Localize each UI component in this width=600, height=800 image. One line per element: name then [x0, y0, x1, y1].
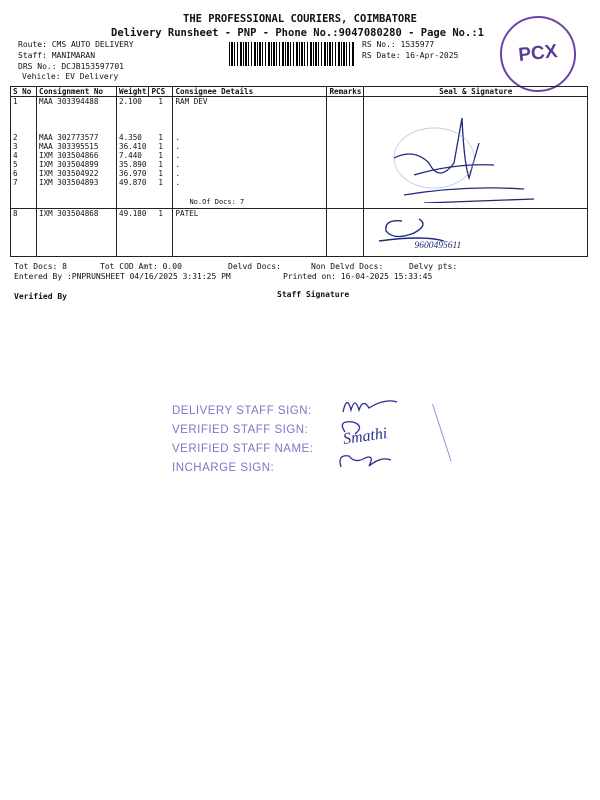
rs-number: RS No.: 1535977 [362, 40, 435, 49]
col-consignment: Consignment No [37, 87, 117, 97]
route-text: Route: CMS AUTO DELIVERY [18, 40, 134, 49]
runsheet-table [10, 86, 588, 257]
col-remarks: Remarks [327, 87, 364, 97]
handwritten-staff-name: Smathi [341, 424, 389, 449]
consignee-cell: RAM DEV . . . . . . No.Of Docs: 7 [173, 97, 327, 209]
consignment-cell: IXM 303504868 [37, 209, 117, 257]
vehicle-text: Vehicle: EV Delivery [22, 72, 119, 81]
delivered-docs: Delvd Docs: [228, 262, 281, 271]
consignment-cell: MAA 303394488 MAA 302773577 MAA 303395515 IXM 303504866 IXM 303504899 IXM 303504922 IXM 303504893 [37, 97, 117, 209]
sno-cell: 1 2 3 4 5 6 7 [11, 97, 37, 209]
seal-signature-cell [364, 97, 588, 209]
barcode [229, 42, 355, 66]
verified-staff-sign-label: VERIFIED STAFF SIGN: [172, 424, 309, 436]
table-header-row [11, 87, 588, 97]
staff-signature-label: Staff Signature [277, 290, 350, 299]
staff-text: Staff: MANIMARAN [18, 51, 96, 60]
pcx-stamp: PCX [496, 12, 580, 96]
delivery-points: Delvy pts: [409, 262, 458, 271]
docs-count-note: No.Of Docs: 7 [189, 198, 245, 206]
col-pcs: PCS [149, 87, 173, 97]
remarks-cell [327, 209, 364, 257]
weight-cell: 49.180 [117, 209, 149, 257]
seal-signature-cell [364, 209, 588, 257]
entered-by: Entered By :PNPRUNSHEET 04/16/2025 3:31:25 PM [14, 272, 231, 281]
delivery-staff-sign-label: DELIVERY STAFF SIGN: [172, 405, 312, 417]
verified-by-label: Verified By [14, 292, 67, 301]
remarks-cell [327, 97, 364, 209]
col-seal-signature: Seal & Signature [364, 87, 588, 97]
col-sno: S No [11, 87, 37, 97]
col-consignee: Consignee Details [173, 87, 327, 97]
consignee-cell: PATEL [173, 209, 327, 257]
company-title: THE PROFESSIONAL COURIERS, COIMBATORE [183, 13, 417, 25]
handwritten-phone-number: 9600495611 [414, 241, 462, 251]
table-row [11, 209, 588, 257]
total-docs: Tot Docs: 8 [14, 262, 67, 271]
signature-seal-image [384, 103, 544, 203]
table-row [11, 97, 588, 209]
printed-on: Printed on: 16-04-2025 15:33:45 [283, 272, 433, 281]
weight-cell: 2.100 4.350 36.410 7.440 35.890 36.970 49.870 [117, 97, 149, 209]
pcs-cell: 1 [149, 209, 173, 257]
drs-number: DRS No.: DCJB153597701 [18, 62, 124, 71]
col-weight: Weight [117, 87, 149, 97]
non-delivered-docs: Non Delvd Docs: [311, 262, 384, 271]
verified-staff-name-label: VERIFIED STAFF NAME: [172, 443, 314, 455]
pcs-cell: 1 1 1 1 1 1 1 [149, 97, 173, 209]
incharge-sign-label: INCHARGE SIGN: [172, 462, 275, 474]
total-cod: Tot COD Amt: 0.00 [100, 262, 182, 271]
runsheet-subtitle: Delivery Runsheet - PNP - Phone No.:9047080280 - Page No.:1 [111, 27, 484, 39]
rs-date: RS Date: 16-Apr-2025 [362, 51, 459, 60]
sno-cell: 8 [11, 209, 37, 257]
